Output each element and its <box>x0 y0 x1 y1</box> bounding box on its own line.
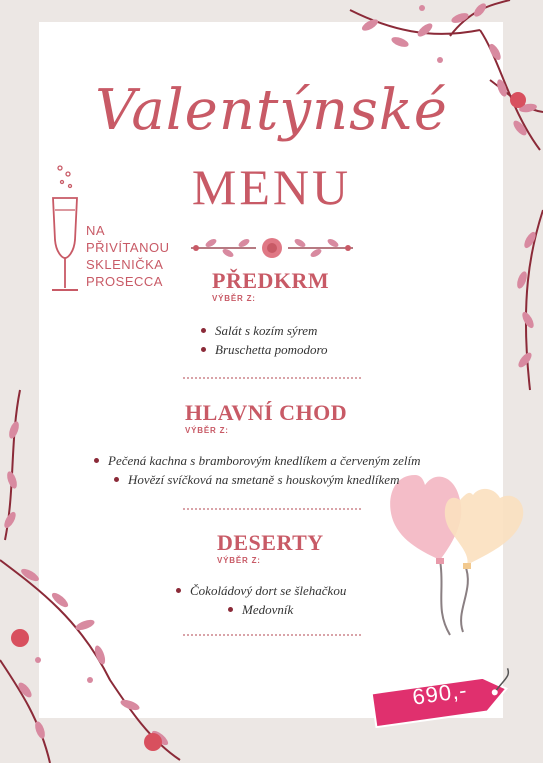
list-item: Bruschetta pomodoro <box>201 340 328 359</box>
list-item: Salát s kozím sýrem <box>201 321 328 340</box>
title-menu: MENU <box>191 159 352 215</box>
dessert-list <box>176 581 346 619</box>
floral-branch-icon <box>500 200 543 400</box>
rose-ornament-icon <box>186 234 358 262</box>
section-subtitle-dessert: VÝBĚR Z: <box>217 556 261 565</box>
section-divider <box>183 508 361 510</box>
list-item: Hovězí svíčková na smetaně s houskovým knedlíkem <box>114 470 420 489</box>
welcome-line: SKLENIČKA <box>86 257 164 272</box>
section-subtitle-main: VÝBĚR Z: <box>185 426 229 435</box>
welcome-line: PROSECCA <box>86 274 163 289</box>
section-divider <box>183 377 361 379</box>
list-item: Čokoládový dort se šlehačkou <box>176 581 346 600</box>
floral-branch-icon <box>0 360 200 763</box>
welcome-line: NA <box>86 223 106 238</box>
title-script: Valentýnské <box>95 78 448 143</box>
section-title-dessert: DESERTY <box>217 530 324 555</box>
section-title-starter: PŘEDKRM <box>212 268 330 293</box>
list-item: Medovník <box>228 600 346 619</box>
main-course-list <box>94 451 420 489</box>
section-title-main: HLAVNÍ CHOD <box>185 400 348 425</box>
welcome-line: PŘIVÍTANOU <box>86 240 170 255</box>
list-item: Pečená kachna s bramborovým knedlíkem a červeným zelím <box>94 451 420 470</box>
price-label: 690,- <box>410 677 469 710</box>
section-divider <box>183 634 361 636</box>
section-subtitle-starter: VÝBĚR Z: <box>212 294 256 303</box>
starter-list <box>201 321 328 359</box>
welcome-drink-text <box>86 222 176 290</box>
